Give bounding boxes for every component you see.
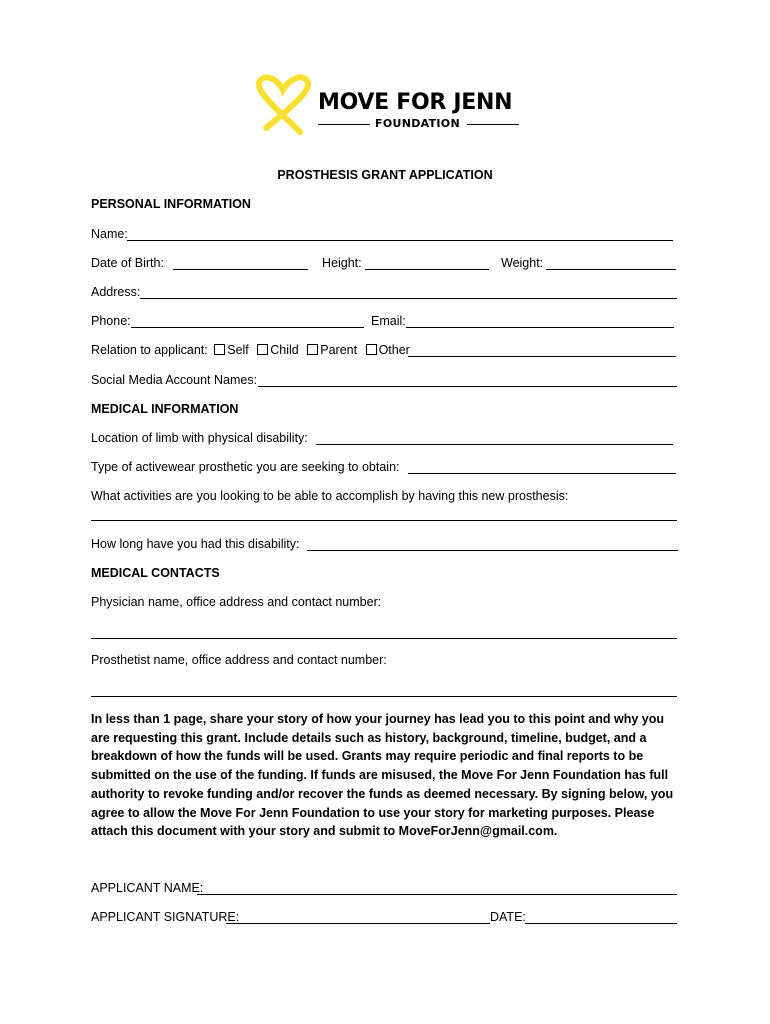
- prosthetic-type-label: Type of activewear prosthetic you are seeking to obtain:: [91, 460, 400, 474]
- yellow-ribbon-icon: [250, 70, 320, 140]
- logo-right-rule: [467, 124, 519, 125]
- applicant-name-label: APPLICANT NAME:: [91, 881, 204, 895]
- medical-contacts-heading: MEDICAL CONTACTS: [91, 566, 220, 580]
- checkbox-icon: [214, 344, 225, 355]
- logo-left-rule: [318, 124, 370, 125]
- relation-parent-label: Parent: [320, 343, 358, 357]
- activities-label: What activities are you looking to be able to accomplish by having this new prosthesis:: [91, 489, 569, 503]
- instructions-paragraph: In less than 1 page, share your story of how your journey has lead you to this point and why you are requesting this grant. Include details such as history, background, timeline, budget, and a breakdown of how the funds will be used. Grants may require periodic and final reports to be submitted on the use of the funding. If funds are misused, the Move For Jenn Foundation has full authority to revoke funding and/or recover the funds as deemed necessary. By signing below, you agree to allow the Move For Jenn Foundation to use your story for marketing purposes. Please attach this document with your story and submit to MoveForJenn@gmail.com.: [91, 712, 674, 839]
- height-field[interactable]: [365, 255, 489, 270]
- disability-duration-field[interactable]: [307, 536, 678, 551]
- logo-sub-text: FOUNDATION: [375, 117, 460, 130]
- physician-label: Physician name, office address and contact number:: [91, 595, 382, 609]
- prosthetist-label: Prosthetist name, office address and contact number:: [91, 653, 387, 667]
- physician-field[interactable]: [91, 624, 677, 639]
- personal-info-heading: PERSONAL INFORMATION: [91, 197, 251, 211]
- prosthetist-field[interactable]: [91, 682, 677, 697]
- applicant-name-field[interactable]: [197, 880, 677, 895]
- checkbox-icon: [257, 344, 268, 355]
- checkbox-other[interactable]: [366, 343, 410, 357]
- weight-label: Weight:: [501, 256, 544, 270]
- disability-duration-label: How long have you had this disability:: [91, 537, 300, 551]
- limb-location-label: Location of limb with physical disability:: [91, 431, 308, 445]
- relation-row: [91, 342, 410, 358]
- checkbox-icon: [366, 344, 377, 355]
- relation-other-label: Other: [378, 343, 410, 357]
- dob-field[interactable]: [173, 255, 308, 270]
- address-field[interactable]: [140, 284, 677, 299]
- social-label: Social Media Account Names:: [91, 373, 258, 387]
- activities-field[interactable]: [91, 506, 677, 521]
- height-label: Height:: [322, 256, 362, 270]
- checkbox-parent[interactable]: [307, 343, 357, 357]
- email-field[interactable]: [406, 313, 674, 328]
- name-label: Name:: [91, 227, 128, 241]
- date-label: DATE:: [490, 910, 526, 924]
- form-title: PROSTHESIS GRANT APPLICATION: [277, 168, 493, 182]
- checkbox-self[interactable]: [214, 343, 249, 357]
- weight-field[interactable]: [546, 255, 676, 270]
- phone-field[interactable]: [131, 313, 364, 328]
- checkbox-icon: [307, 344, 318, 355]
- checkbox-child[interactable]: [257, 343, 299, 357]
- applicant-signature-label: APPLICANT SIGNATURE:: [91, 910, 240, 924]
- dob-label: Date of Birth:: [91, 256, 164, 270]
- email-label: Email:: [371, 314, 406, 328]
- phone-label: Phone:: [91, 314, 131, 328]
- date-field[interactable]: [525, 909, 677, 924]
- prosthetic-type-field[interactable]: [408, 459, 676, 474]
- address-label: Address:: [91, 285, 141, 299]
- move-for-jenn-logo: [250, 70, 525, 140]
- social-field[interactable]: [258, 372, 677, 387]
- relation-child-label: Child: [270, 343, 299, 357]
- medical-info-heading: MEDICAL INFORMATION: [91, 402, 239, 416]
- logo-main-text: MOVE FOR JENN: [318, 90, 513, 115]
- applicant-signature-field[interactable]: [226, 909, 490, 924]
- limb-location-field[interactable]: [316, 430, 673, 445]
- name-field[interactable]: [127, 226, 673, 241]
- relation-self-label: Self: [227, 343, 249, 357]
- relation-label: Relation to applicant:: [91, 343, 208, 357]
- relation-other-field[interactable]: [408, 342, 676, 357]
